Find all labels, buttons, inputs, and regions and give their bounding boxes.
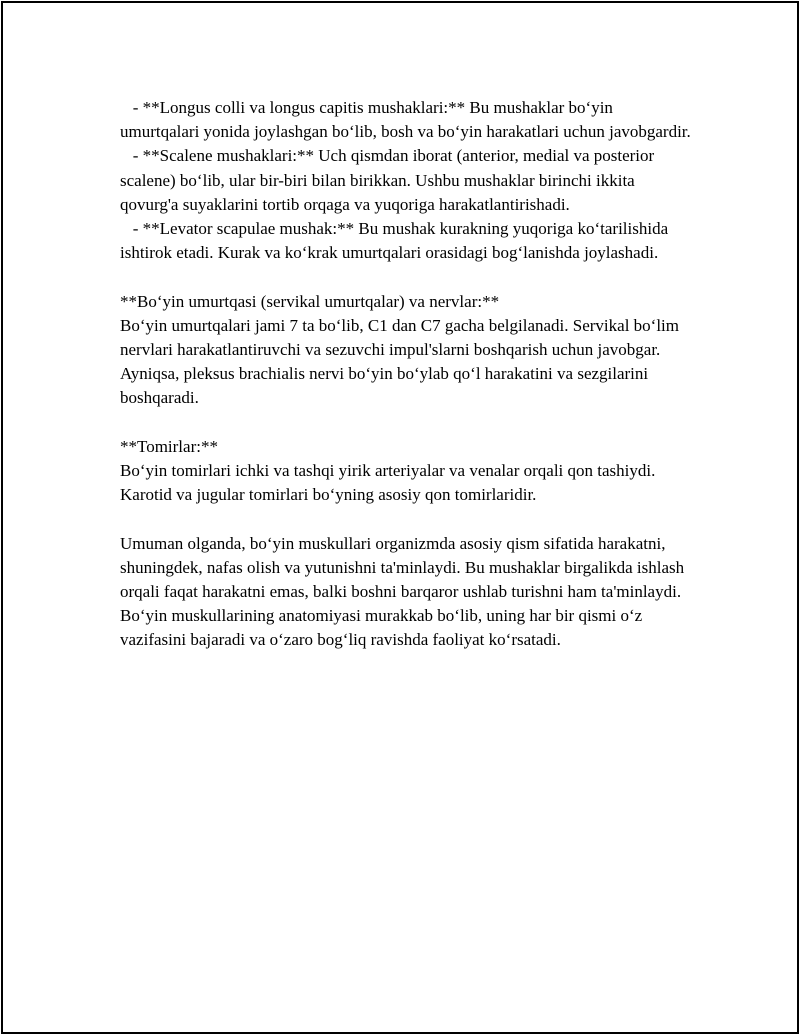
- paragraph-neck-muscles-list: - **Longus colli va longus capitis mushaklari:** Bu mushaklar bo‘yin umurtqalari yonida joylashgan bo‘lib, bosh va bo‘yin harakatlari uchun javobgardir. - **Scalene mushaklari:** Uch qismdan iborat (anterior, medial va posterior scalene) bo‘lib, ular bir-biri bilan birikkan. Ushbu mushaklar birinchi ikkita qovurg'a suyaklarini tortib orqaga va yuqoriga harakatlantirishadi. - **Levator scapulae mushak:** Bu mushak kurakning yuqoriga ko‘tarilishida ishtirok etadi. Kurak va ko‘krak umurtqalari orasidagi bog‘lanishda joylashadi.: [120, 98, 691, 263]
- paragraph-spacer: [120, 507, 695, 531]
- paragraph-spacer: [120, 265, 695, 289]
- document-page: [1, 1, 799, 1034]
- paragraph-cervical-spine-nerves: **Bo‘yin umurtqasi (servikal umurtqalar) va nervlar:** Bo‘yin umurtqalari jami 7 ta bo‘lib, C1 dan C7 gacha belgilanadi. Servikal bo‘lim nervlari harakatlantiruvchi va sezuvchi impul'slarni boshqarish uchun javobgar. Ayniqsa, pleksus brachialis nervi bo‘yin bo‘ylab qo‘l harakatini va sezgilarini boshqaradi.: [120, 291, 679, 408]
- paragraph-blood-vessels: **Tomirlar:** Bo‘yin tomirlari ichki va tashqi yirik arteriyalar va venalar orqali qon tashiydi. Karotid va jugular tomirlari bo‘yning asosiy qon tomirlaridir.: [120, 436, 656, 505]
- document-body: [120, 96, 695, 653]
- paragraph-conclusion: Umuman olganda, bo‘yin muskullari organizmda asosiy qism sifatida harakatni, shuningdek, nafas olish va yutunishni ta'minlaydi. Bu mushaklar birgalikda ishlash orqali faqat harakatni emas, balki boshni barqaror ushlab turishni ham ta'minlaydi. Bo‘yin muskullarining anatomiyasi murakkab bo‘lib, uning har bir qismi o‘z vazifasini bajaradi va o‘zaro bog‘liq ravishda faoliyat ko‘rsatadi.: [120, 533, 689, 650]
- paragraph-spacer: [120, 411, 695, 435]
